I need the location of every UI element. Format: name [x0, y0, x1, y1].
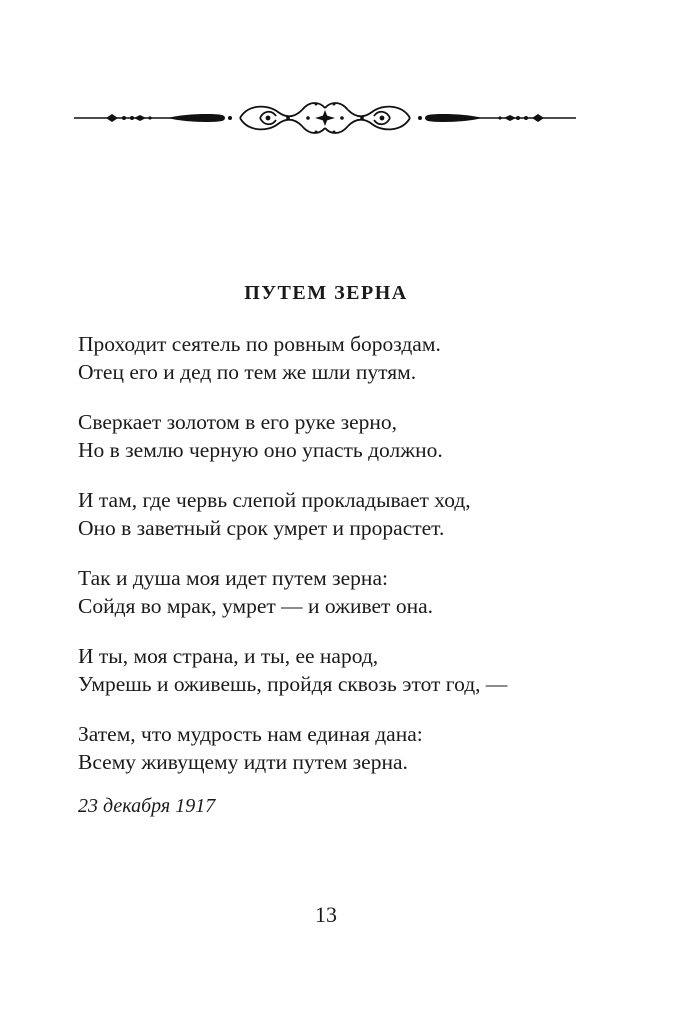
poem-line: Но в землю черную оно упасть должно.	[78, 438, 443, 462]
stanza	[78, 486, 638, 542]
poem-line: Затем, что мудрость нам единая дана:	[78, 722, 423, 746]
page-number: 13	[315, 902, 337, 927]
poem-body	[78, 330, 638, 798]
poem-line: И там, где червь слепой прокладывает ход,	[78, 488, 471, 512]
poem-line: Так и душа моя идет путем зерна:	[78, 566, 388, 590]
poem-line: Умрешь и оживешь, пройдя сквозь этот год, —	[78, 672, 508, 696]
decorative-divider-icon	[72, 96, 578, 140]
poem-date: 23 декабря 1917	[78, 795, 216, 817]
stanza	[78, 720, 638, 776]
stanza	[78, 564, 638, 620]
poem-line: Сверкает золотом в его руке зерно,	[78, 410, 398, 434]
poem-line: Отец его и дед по тем же шли путям.	[78, 360, 417, 384]
poem-title: ПУТЕМ ЗЕРНА	[244, 282, 408, 304]
stanza	[78, 408, 638, 464]
stanza	[78, 330, 638, 386]
poem-line: И ты, моя страна, и ты, ее народ,	[78, 644, 379, 668]
stanza	[78, 642, 638, 698]
poem-line: Проходит сеятель по ровным бороздам.	[78, 332, 441, 356]
poem-line: Оно в заветный срок умрет и прорастет.	[78, 516, 445, 540]
poem-line: Сойдя во мрак, умрет — и оживет она.	[78, 594, 434, 618]
poem-line: Всему живущему идти путем зерна.	[78, 750, 408, 774]
